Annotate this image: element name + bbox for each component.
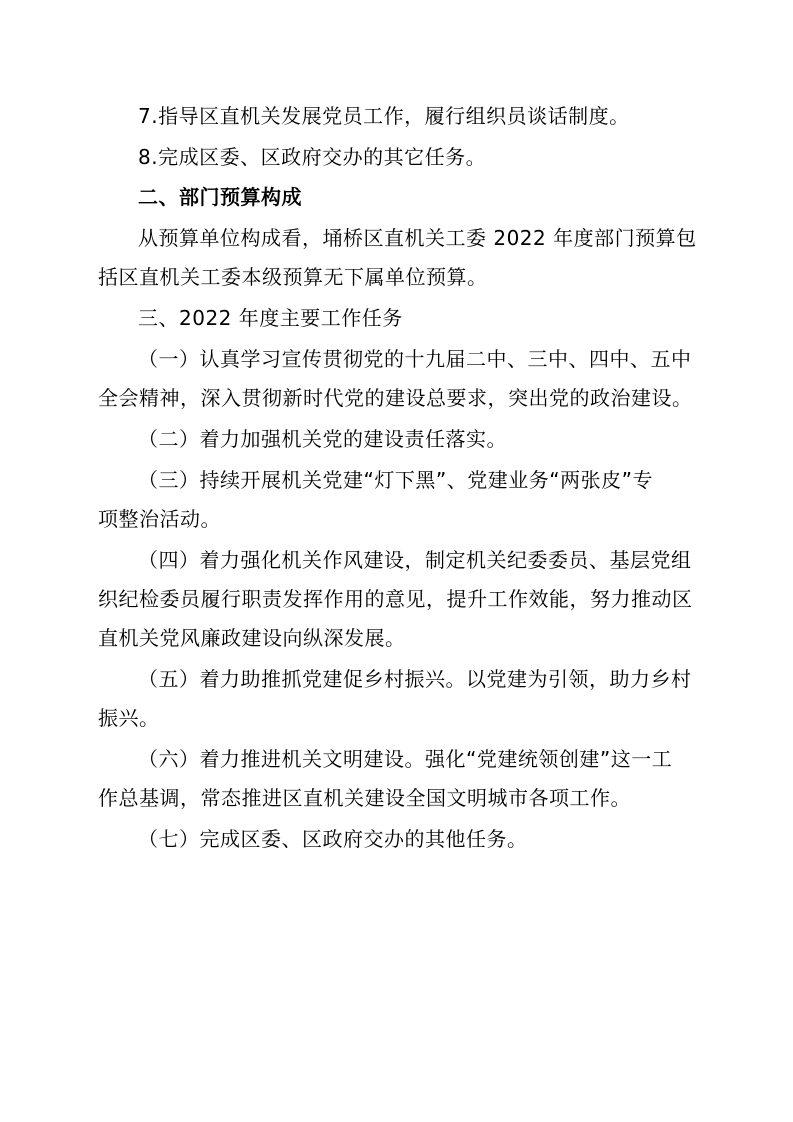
paragraph-line: （四）着力强化机关作风建设，制定机关纪委委员、基层党组 bbox=[138, 548, 692, 572]
paragraph-line: 从预算单位构成看，埇桥区直机关工委 2022 年度部门预算包 bbox=[138, 226, 697, 250]
task-item-4 bbox=[98, 542, 718, 657]
paragraph-line: 直机关党风廉政建设向纵深发展。 bbox=[98, 626, 406, 650]
task-item-1 bbox=[98, 341, 718, 417]
paragraph-line: （七）完成区委、区政府交办的其他任务。 bbox=[138, 827, 528, 851]
heading-text: 三、2022 年度主要工作任务 bbox=[138, 306, 403, 330]
paragraph-line: 全会精神，深入贯彻新时代党的建设总要求，突出党的政治建设。 bbox=[98, 386, 693, 410]
task-item-6 bbox=[98, 741, 718, 817]
task-item-5 bbox=[98, 661, 718, 737]
task-item-2 bbox=[138, 421, 718, 458]
paragraph-line: （一）认真学习宣传贯彻党的十九届二中、三中、四中、五中 bbox=[138, 347, 692, 371]
section-heading-budget-structure bbox=[138, 179, 718, 216]
paragraph-line: 织纪检委员履行职责发挥作用的意见，提升工作效能，努力推动区 bbox=[98, 587, 693, 611]
paragraph-line: 8.完成区委、区政府交办的其它任务。 bbox=[138, 145, 487, 169]
paragraph-line: （六）着力推进机关文明建设。强化“党建统领创建”这一工 bbox=[138, 747, 673, 771]
paragraph-line: 作总基调，常态推进区直机关建设全国文明城市各项工作。 bbox=[98, 786, 631, 810]
paragraph-line: （二）着力加强机关党的建设责任落实。 bbox=[138, 427, 507, 451]
paragraph-item-8 bbox=[138, 139, 718, 176]
task-item-7 bbox=[138, 821, 718, 858]
paragraph-line: 括区直机关工委本级预算无下属单位预算。 bbox=[98, 265, 488, 289]
paragraph-item-7 bbox=[138, 98, 718, 135]
heading-text: 二、部门预算构成 bbox=[138, 185, 302, 209]
paragraph-budget-units bbox=[98, 220, 718, 296]
section-heading-main-tasks bbox=[138, 300, 718, 337]
paragraph-line: （五）着力助推抓党建促乡村振兴。以党建为引领，助力乡村 bbox=[138, 667, 692, 691]
paragraph-line: 7.指导区直机关发展党员工作，履行组织员谈话制度。 bbox=[138, 104, 630, 128]
document-body bbox=[98, 98, 718, 858]
paragraph-line: 项整治活动。 bbox=[98, 507, 221, 531]
paragraph-line: 振兴。 bbox=[98, 706, 160, 730]
task-item-3 bbox=[98, 462, 718, 538]
paragraph-line: （三）持续开展机关党建“灯下黑”、党建业务“两张皮”专 bbox=[138, 468, 653, 492]
